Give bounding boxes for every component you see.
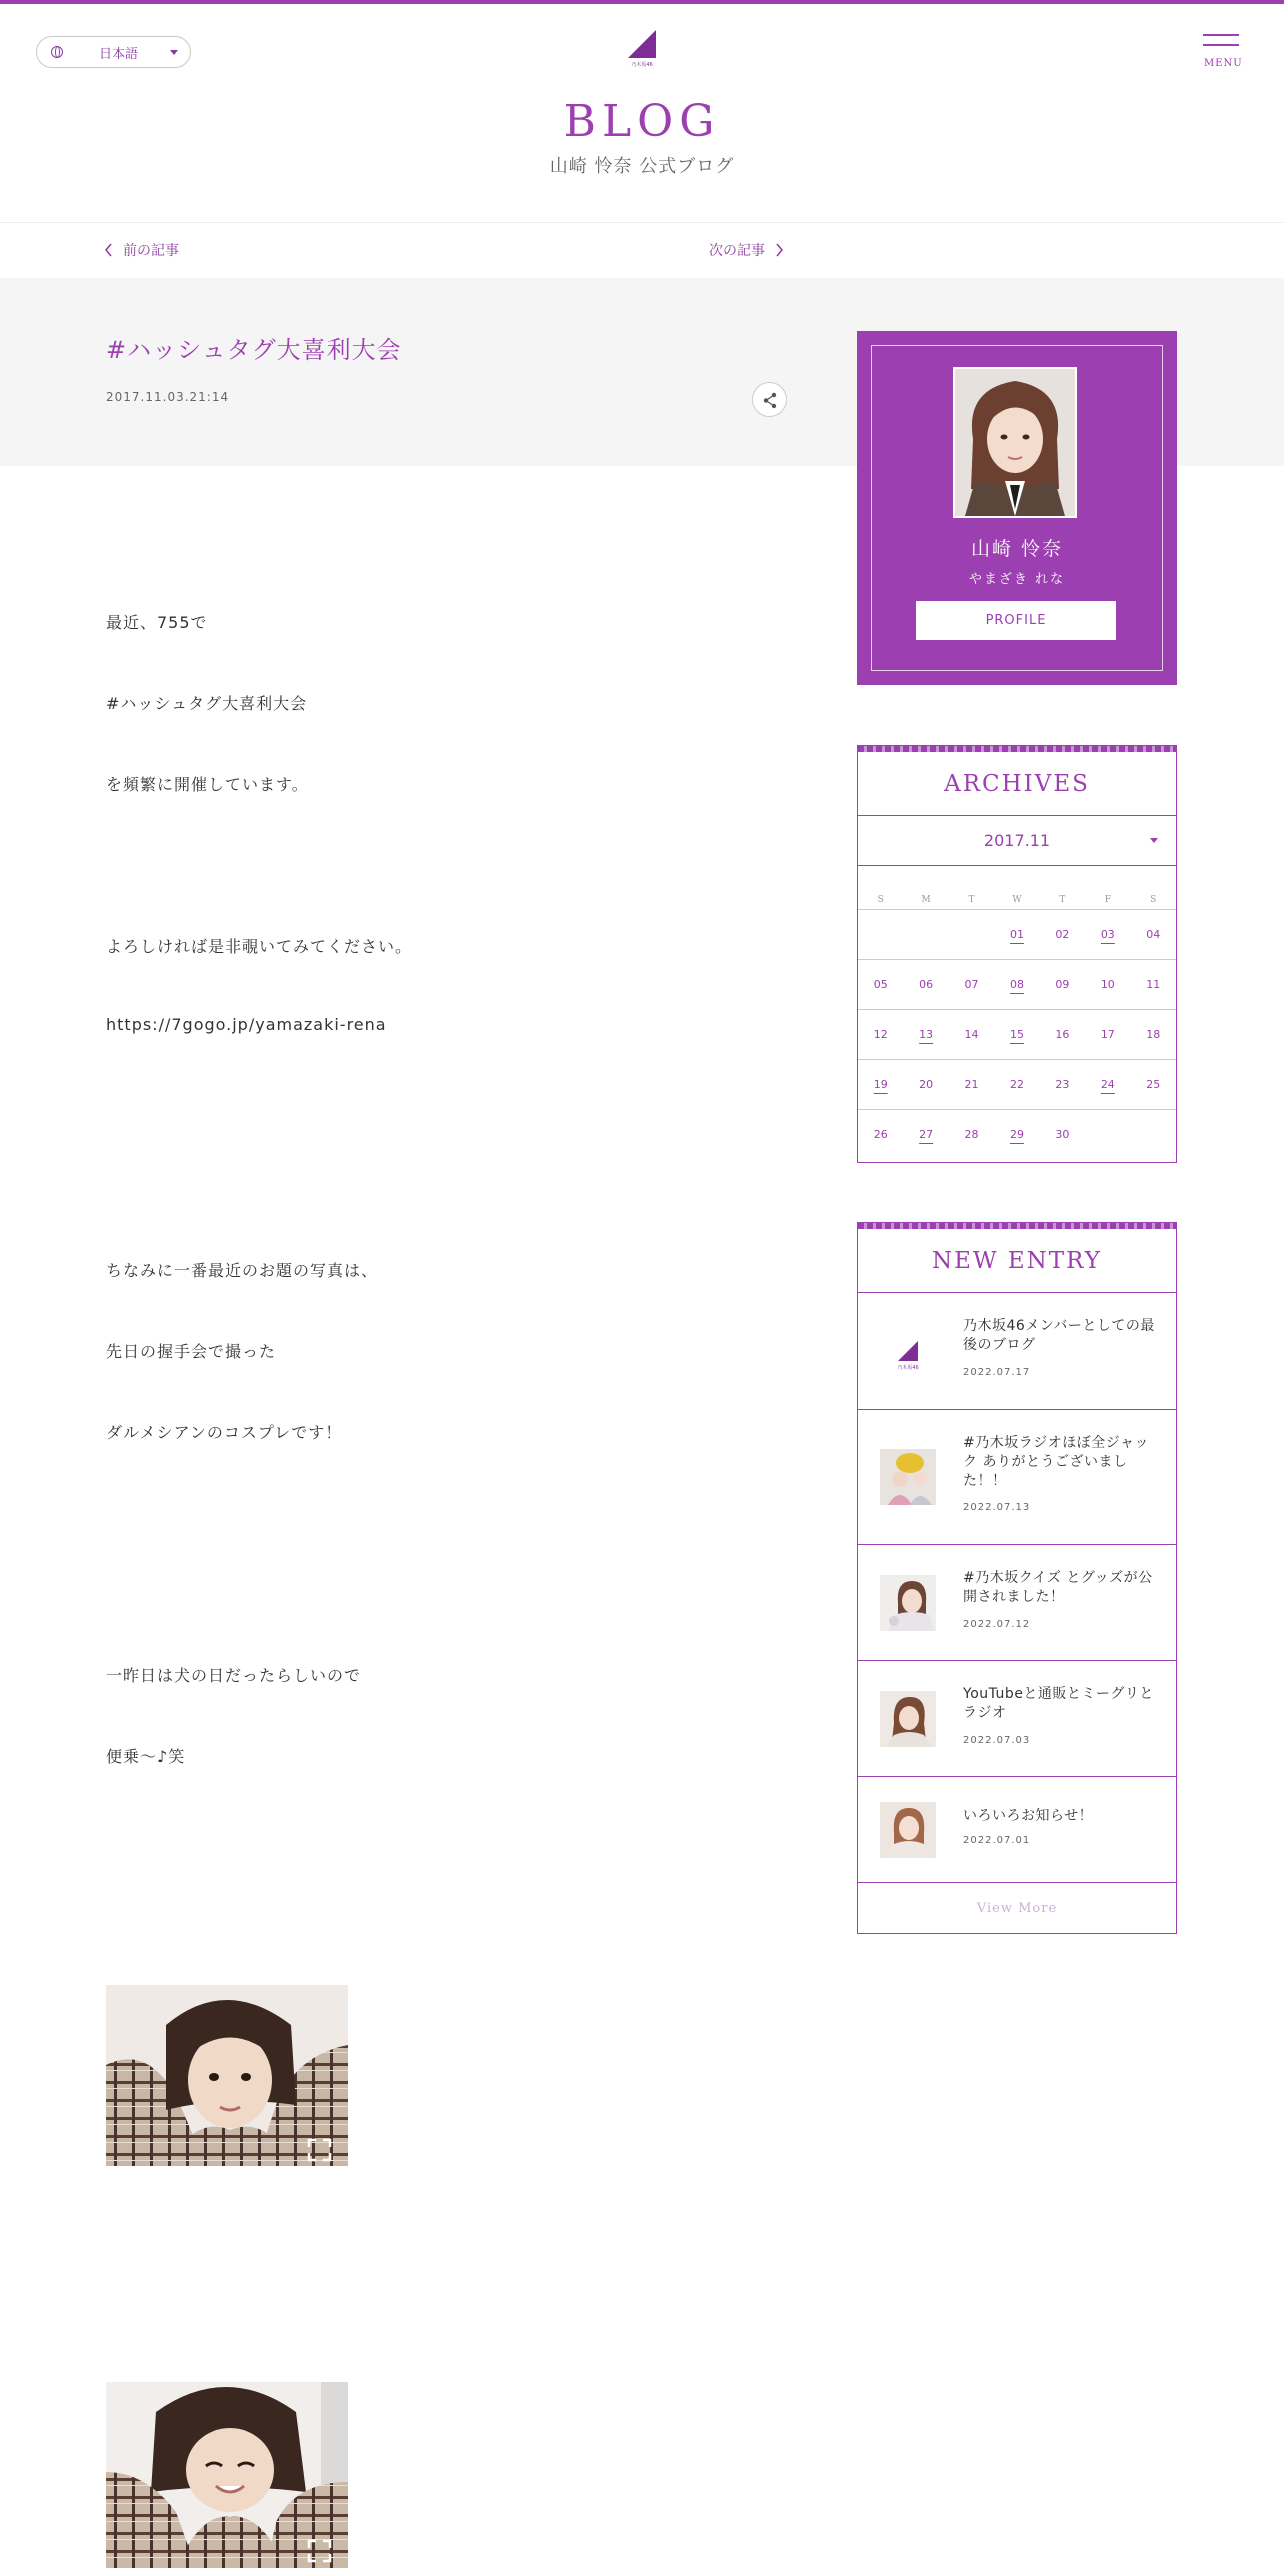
entry-title: いろいろお知らせ！	[963, 1808, 1094, 1824]
page-subtitle: 山崎 怜奈 公式ブログ	[549, 156, 735, 177]
calendar-day: 11	[1146, 978, 1161, 991]
divider	[0, 222, 1284, 223]
post-date: 2017.11.03.21:14	[106, 390, 230, 404]
calendar-day	[858, 910, 903, 959]
calendar-day-link[interactable]: 27	[919, 1128, 934, 1141]
calendar-day: 18	[1146, 1028, 1161, 1041]
calendar-day: 04	[1146, 928, 1161, 941]
hamburger-bar	[1203, 44, 1239, 46]
calendar-day-link[interactable]: 08	[1009, 978, 1024, 991]
entry-item[interactable]	[858, 1661, 1176, 1777]
calendar-week	[858, 910, 1176, 960]
entry-item[interactable]	[858, 1410, 1176, 1545]
calendar-day	[903, 910, 948, 959]
entry-date: 2022.07.12	[963, 1619, 1031, 1630]
entry-title: #乃木坂ラジオほぼ全ジャック ありがとうございました！！	[963, 1435, 1149, 1489]
entry-title: YouTubeと通販とミーグリとラジオ	[963, 1686, 1154, 1721]
calendar-day-link[interactable]: 29	[1009, 1128, 1024, 1141]
calendar-day-link[interactable]: 19	[873, 1078, 888, 1091]
post-title: #ハッシュタグ大喜利大会	[106, 336, 402, 364]
weekday-header	[858, 866, 1176, 910]
month-selector-value: 2017.11	[983, 831, 1051, 850]
month-selector[interactable]	[858, 816, 1176, 866]
calendar-week	[858, 1060, 1176, 1110]
calendar-day: 02	[1055, 928, 1070, 941]
next-article-link[interactable]	[709, 240, 784, 260]
calendar-day: 12	[873, 1028, 888, 1041]
menu-label: MENU	[1204, 58, 1243, 69]
prev-article-link[interactable]	[104, 240, 179, 260]
calendar-day: 20	[919, 1078, 934, 1091]
entry-title: 乃木坂46メンバーとしての最後のブログ	[963, 1318, 1155, 1353]
calendar-day: 25	[1146, 1078, 1161, 1091]
entry-date: 2022.07.03	[963, 1735, 1031, 1746]
calendar-week	[858, 1010, 1176, 1060]
calendar-grid	[858, 910, 1176, 1160]
svg-text:乃木坂46: 乃木坂46	[631, 62, 653, 68]
caret-down-icon	[1150, 838, 1158, 843]
post-photo[interactable]	[106, 2382, 348, 2568]
chevron-right-icon	[775, 243, 784, 257]
profile-name: 山崎 怜奈	[970, 538, 1064, 560]
post-link[interactable]: https://7gogo.jp/yamazaki-rena	[106, 1015, 387, 1034]
calendar-day-link[interactable]: 03	[1100, 928, 1115, 941]
calendar-week	[858, 960, 1176, 1010]
new-entry-widget	[857, 1222, 1177, 1934]
calendar-day: 16	[1055, 1028, 1070, 1041]
calendar-day: 05	[873, 978, 888, 991]
calendar-day-link[interactable]: 24	[1100, 1078, 1115, 1091]
post-paragraph: 先日の握手会で撮った	[106, 1342, 277, 1361]
entry-item[interactable]	[858, 1545, 1176, 1661]
entry-date: 2022.07.13	[963, 1502, 1031, 1513]
prev-article-label: 前の記事	[123, 243, 179, 259]
archives-widget	[857, 745, 1177, 1163]
post-paragraph: ダルメシアンのコスプレです！	[106, 1423, 343, 1442]
chevron-left-icon	[104, 243, 113, 257]
entry-date: 2022.07.17	[963, 1367, 1031, 1378]
calendar-day: 23	[1055, 1078, 1070, 1091]
menu-button[interactable]	[1203, 34, 1241, 70]
post-paragraph: よろしければ是非覗いてみてください。	[106, 937, 413, 956]
calendar-day: 14	[964, 1028, 979, 1041]
post-paragraph: #ハッシュタグ大喜利大会	[106, 694, 308, 713]
share-button[interactable]	[752, 382, 787, 417]
profile-button[interactable]: PROFILE	[916, 601, 1116, 640]
entry-thumbnail	[880, 1449, 936, 1505]
entry-thumbnail	[880, 1802, 936, 1858]
calendar-day	[949, 910, 994, 959]
post-paragraph: 一昨日は犬の日だったらしいので	[106, 1666, 362, 1685]
profile-photo	[953, 367, 1077, 518]
weekday-label: T	[1059, 895, 1066, 905]
profile-card	[857, 331, 1177, 685]
entry-title: #乃木坂クイズ とグッズが公開されました！	[963, 1570, 1153, 1605]
archives-title: ARCHIVES	[858, 752, 1176, 816]
calendar-day: 06	[919, 978, 934, 991]
calendar-day: 10	[1100, 978, 1115, 991]
calendar-day: 28	[964, 1128, 979, 1141]
post-paragraph: 最近、755で	[106, 613, 208, 632]
new-entry-title: NEW ENTRY	[858, 1229, 1176, 1293]
hamburger-icon	[1203, 34, 1239, 36]
calendar-day	[1131, 1110, 1176, 1160]
entry-item[interactable]	[858, 1293, 1176, 1410]
language-label: 日本語	[99, 46, 139, 62]
language-selector[interactable]	[36, 36, 191, 68]
entry-thumbnail	[880, 1575, 936, 1631]
calendar-day: 07	[964, 978, 979, 991]
calendar-day	[1085, 1110, 1130, 1160]
weekday-label: W	[1012, 895, 1022, 905]
entry-item[interactable]	[858, 1777, 1176, 1883]
view-more-link[interactable]: View More	[976, 1900, 1058, 1916]
calendar-day: 26	[873, 1128, 888, 1141]
top-accent-line	[0, 0, 1284, 4]
calendar-day: 21	[964, 1078, 979, 1091]
profile-kana: やまざき れな	[968, 572, 1066, 587]
calendar-day: 09	[1055, 978, 1070, 991]
weekday-label: F	[1104, 895, 1111, 905]
calendar-day-link[interactable]: 01	[1009, 928, 1024, 941]
calendar-day: 30	[1055, 1128, 1070, 1141]
weekday-label: T	[968, 895, 975, 905]
svg-text:乃木坂46: 乃木坂46	[897, 1365, 919, 1371]
share-icon	[753, 383, 788, 418]
entry-date: 2022.07.01	[963, 1835, 1031, 1846]
next-article-label: 次の記事	[709, 243, 765, 259]
post-paragraph: ちなみに一番最近のお題の写真は、	[106, 1261, 379, 1280]
post-paragraph: 便乗～♪笑	[106, 1747, 186, 1766]
calendar-day: 22	[1009, 1078, 1024, 1091]
calendar-day: 17	[1100, 1028, 1115, 1041]
nogizaka-logo[interactable]	[622, 28, 662, 68]
weekday-label: S	[877, 895, 884, 905]
post-photo[interactable]	[106, 1985, 348, 2166]
calendar-week	[858, 1110, 1176, 1160]
entry-thumbnail	[880, 1323, 936, 1379]
post-paragraph: を頻繁に開催しています。	[106, 775, 309, 794]
calendar-day-link[interactable]: 15	[1009, 1028, 1024, 1041]
caret-down-icon	[170, 50, 178, 55]
weekday-label: S	[1150, 895, 1157, 905]
page-title: BLOG	[563, 96, 721, 147]
globe-icon	[51, 46, 63, 58]
weekday-label: M	[921, 895, 931, 905]
calendar-day-link[interactable]: 13	[919, 1028, 934, 1041]
entry-thumbnail	[880, 1691, 936, 1747]
